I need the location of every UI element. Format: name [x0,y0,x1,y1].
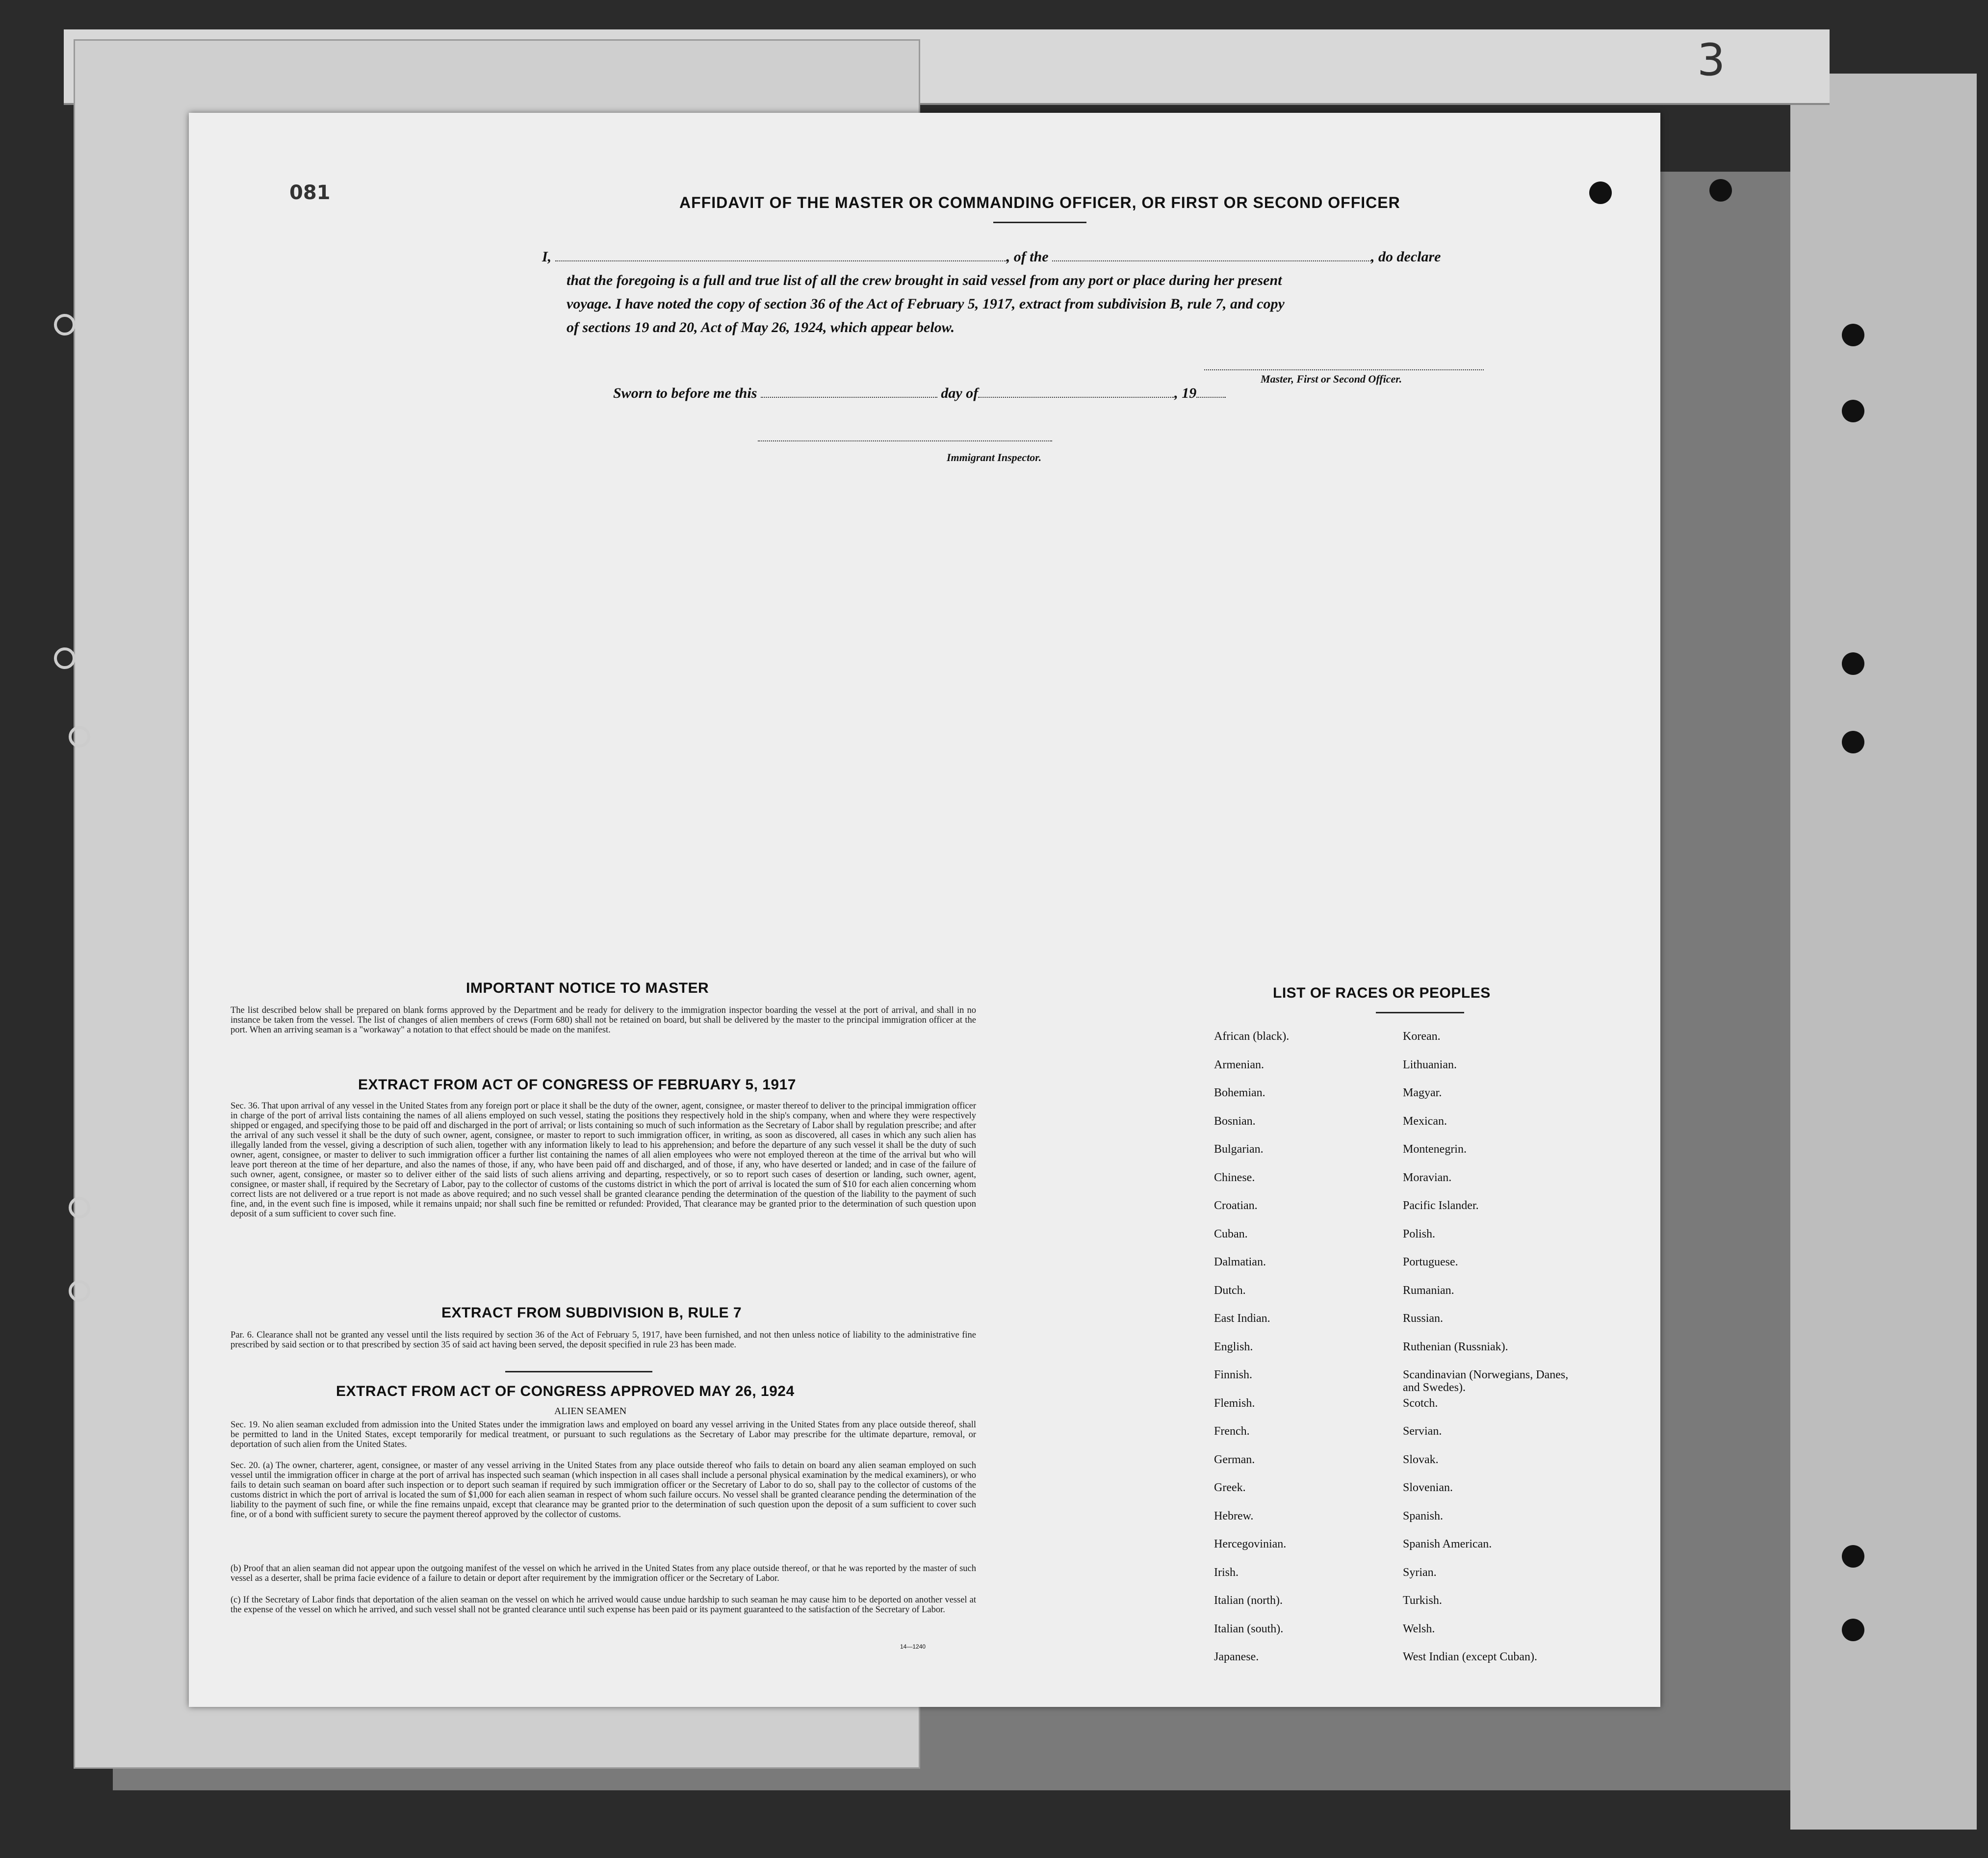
extract-1924-title: EXTRACT FROM ACT OF CONGRESS APPROVED MAY 26, 1924 [336,1383,795,1399]
day-of-text: day of [941,385,979,401]
race-item: Dutch. [1214,1284,1246,1297]
form-number: 14—1240 [900,1643,926,1650]
race-item: Bulgarian. [1214,1143,1264,1156]
sec-20c-text: (c) If the Secretary of Labor finds that deportation of the alien seaman on the vessel on which he arrived would cause undue hardship to such seaman he may cause him to be deported on another vessel at the expense of the vessel on which he arrived, and such vessel shall not be granted clearance until such expense has been paid or its payment guaranteed to the satisfaction of the Secretary of Labor. [231,1595,976,1615]
race-item: Scotch. [1403,1396,1438,1410]
race-item: Japanese. [1214,1651,1259,1663]
binder-hole [69,726,90,748]
race-item: Armenian. [1214,1058,1264,1071]
race-item: Portuguese. [1403,1256,1458,1268]
affidavit-line-1 [542,245,1621,269]
binder-hole [69,1197,90,1218]
master-signature-label: Master, First or Second Officer. [1261,373,1402,385]
underlying-sheet-edge [1790,74,1977,1830]
rule-7-title: EXTRACT FROM SUBDIVISION B, RULE 7 [441,1305,742,1321]
name-field[interactable] [555,249,1007,261]
affidavit-line-3: voyage. I have noted the copy of section 36 of the Act of February 5, 1917, extract from subdivision B, rule 7, and copy [567,296,1285,312]
race-item: Bosnian. [1214,1114,1256,1128]
sworn-year-field[interactable] [1196,385,1226,398]
race-item: Chinese. [1214,1171,1255,1184]
race-item: Magyar. [1403,1086,1442,1099]
race-item: German. [1214,1453,1255,1466]
race-item: Polish. [1403,1227,1436,1240]
title-rule [993,222,1086,223]
rule-7-text: Par. 6. Clearance shall not be granted any vessel until the lists required by section 36 of the Act of February 5, 1917, have been furnished, and not then unless notice of liability to the administrative fine prescribed by said section or to that prescribed by section 35 of said act having been served, the deposit specified in rule 23 has been made. [231,1330,976,1350]
races-list-left [1214,1030,1289,1679]
race-item: Rumanian. [1403,1284,1454,1297]
affidavit-of-the: , of the [1006,249,1049,265]
race-item: Lithuanian. [1403,1058,1457,1071]
race-item: English. [1214,1340,1253,1353]
race-item: Pacific Islander. [1403,1199,1479,1212]
race-item: Italian (south). [1214,1622,1284,1635]
punch-hole [1842,400,1864,422]
race-item: Bohemian. [1214,1086,1265,1099]
stamp-number: 081 [289,181,331,204]
race-item: Servian. [1403,1425,1442,1438]
race-item: Slovenian. [1403,1481,1453,1494]
sworn-day-field[interactable] [761,385,937,398]
race-item: Hercegovinian. [1214,1538,1287,1550]
race-item: Slovak. [1403,1453,1439,1466]
sworn-text: Sworn to before me this [613,385,757,401]
vessel-field[interactable] [1052,249,1371,261]
punch-hole [1842,1619,1864,1641]
race-item: Greek. [1214,1481,1246,1494]
race-item: West Indian (except Cuban). [1403,1651,1537,1663]
affidavit-line-2: that the foregoing is a full and true list of all the crew brought in said vessel from any port or place during her present [567,272,1282,288]
binder-hole [54,314,76,335]
punch-hole [1589,181,1612,204]
punch-hole [1842,731,1864,753]
race-item: Ruthenian (Russniak). [1403,1340,1508,1353]
punch-hole [1709,179,1732,202]
races-list-right [1403,1030,1579,1679]
sec-19-text: Sec. 19. No alien seaman excluded from admission into the United States under the immigration laws and employed on board any vessel arriving in the United States from any place outside thereof, shall be permitted to land in the United States, except temporarily for medical treatment, or pursuant to such regulations as the Secretary of Labor may prescribe for the ultimate departure, removal, or deportation of such alien from the United States. [231,1420,976,1449]
section-rule [505,1371,652,1372]
race-item: Moravian. [1403,1171,1452,1184]
binder-hole [54,647,76,669]
races-rule [1376,1012,1464,1013]
affidavit-line-4: of sections 19 and 20, Act of May 26, 1924, which appear below. [567,319,955,335]
punch-hole [1842,324,1864,346]
master-signature-line[interactable] [1204,369,1484,370]
race-item: Croatian. [1214,1199,1258,1212]
race-item: Syrian. [1403,1566,1437,1579]
race-item: Montenegrin. [1403,1143,1467,1156]
race-item: Irish. [1214,1566,1239,1579]
race-item: Korean. [1403,1030,1441,1043]
affidavit-page [189,113,1660,1707]
sec-20b-text: (b) Proof that an alien seaman did not appear upon the outgoing manifest of the vessel on which he arrived in the United States from any place outside thereof, or that he was reported by the master of such vessel as a deserter, shall be prima facie evidence of a failure to detain or deport after requirement by the immigration officer or the Secretary of Labor. [231,1564,976,1583]
race-item: Spanish American. [1403,1538,1492,1550]
race-item: Russian. [1403,1312,1444,1325]
race-item: Cuban. [1214,1227,1248,1240]
sworn-line [613,382,1226,405]
punch-hole [1842,1545,1864,1568]
affidavit-do-declare: , do declare [1371,249,1441,265]
race-item: East Indian. [1214,1312,1270,1325]
race-item: Mexican. [1403,1114,1447,1128]
race-item: Turkish. [1403,1594,1442,1607]
race-item: Dalmatian. [1214,1256,1266,1268]
notice-text: The list described below shall be prepared on blank forms approved by the Department and be ready for delivery to the immigration inspector boarding the vessel at the port of arrival, and shall in no instance be taken from the vessel. The list of changes of alien members of crews (Form 680) shall not be retained on board, but shall be delivered by the master to the principal immigration officer at the port. When an arriving seaman is a "workaway" a notation to that effect should be made on the manifest. [231,1006,976,1035]
race-item: Italian (north). [1214,1594,1283,1607]
inspector-signature-label: Immigrant Inspector. [947,451,1042,464]
race-item: Spanish. [1403,1509,1444,1523]
corner-mark-right: 3 [1697,34,1726,86]
sworn-month-field[interactable] [978,385,1174,398]
sec-20a-text: Sec. 20. (a) The owner, charterer, agent, consignee, or master of any vessel arriving in the United States from any place outside thereof who fails to detain on board any alien seaman employed on such vessel until the immigration officer in charge at the port of arrival has inspected such seaman (which inspection in all cases shall include a personal physical examination by the medical examiners), or who fails to detain such seaman on board after such inspection or to deport such seaman if required by such immigration officer or the Secretary of Labor to do so, shall pay to the collector of customs of the customs district in which the port of arrival is located the sum of $1,000 for each alien seaman in respect of whom such failure occurs. No vessel shall be granted clearance pending the determination of the liability to the payment of such fine, or while the fine remains unpaid, except that clearance may be granted prior to the determination of such question upon the deposit of a sum sufficient to cover such fine, or of a bond with sufficient surety to secure the payment thereof approved by the collector of customs. [231,1461,976,1520]
races-title: LIST OF RACES OR PEOPLES [1273,985,1491,1001]
race-item: African (black). [1214,1030,1290,1043]
affidavit-i: I, [542,249,552,265]
punch-hole [1842,652,1864,675]
race-item: Welsh. [1403,1622,1435,1635]
extract-1917-title: EXTRACT FROM ACT OF CONGRESS OF FEBRUARY 5, 1917 [358,1077,796,1093]
affidavit-title: AFFIDAVIT OF THE MASTER OR COMMANDING OFFICER, OR FIRST OR SECOND OFFICER [679,194,1400,211]
race-item: Flemish. [1214,1396,1255,1410]
year-prefix: , 19 [1174,385,1197,401]
race-item: Scandinavian (Norwegians, Danes, and Swedes). [1403,1368,1569,1394]
binder-hole [69,1280,90,1302]
extract-1917-text: Sec. 36. That upon arrival of any vessel in the United States from any foreign port or place it shall be the duty of the owner, agent, consignee, or master thereof to deliver to the principal immigration officer in charge of the port of arrival lists containing the names of all aliens employed on such vessel, stating the positions they respectively hold in the ship's company, when and where they were respectively shipped or engaged, and specifying those to be paid off and discharged in the port of arrival; or lists containing so much of such information as the Secretary of Labor shall by regulation prescribe; and after the arrival of any such vessel it shall be the duty of such owner, agent, consignee, or master to report to such immigration officer, in writing, as soon as discovered, all cases in which any such alien has illegally landed from the vessel, giving a description of such alien, together with any information likely to lead to his apprehension; and before the departure of any such vessel it shall be the duty of such owner, agent, consignee, or master to deliver to such immigration officer a further list containing the names of all alien employees who were not employed thereon at the time of the arrival but who will leave port thereon at the time of her departure, and also the names of those, if any, who have been paid off and discharged, and of those, if any, who have deserted or landed; and in case of the failure of such owner, agent, consignee, or master so to deliver either of the said lists of such aliens arriving and departing, respectively, or so to report such cases of desertion or landing, such owner, agent, consignee, or master shall, if required by the Secretary of Labor, pay to the collector of customs of the customs district in which the port of arrival is located the sum of $10 for each alien concerning whom correct lists are not delivered or a true report is not made as above required; and no such vessel shall be granted clearance pending the determination of the question of the liability to the payment of such fine, and, in the event such fine is imposed, while it remains unpaid; nor shall such fine be remitted or refunded: Provided, That clearance may be granted prior to the determination of such question upon deposit of a sum sufficient to cover such fine. [231,1101,976,1219]
notice-title: IMPORTANT NOTICE TO MASTER [466,980,709,996]
race-item: Hebrew. [1214,1509,1254,1523]
inspector-signature-line[interactable] [758,440,1052,441]
alien-seamen-subtitle: ALIEN SEAMEN [554,1406,627,1417]
race-item: French. [1214,1425,1250,1438]
race-item: Finnish. [1214,1368,1253,1381]
